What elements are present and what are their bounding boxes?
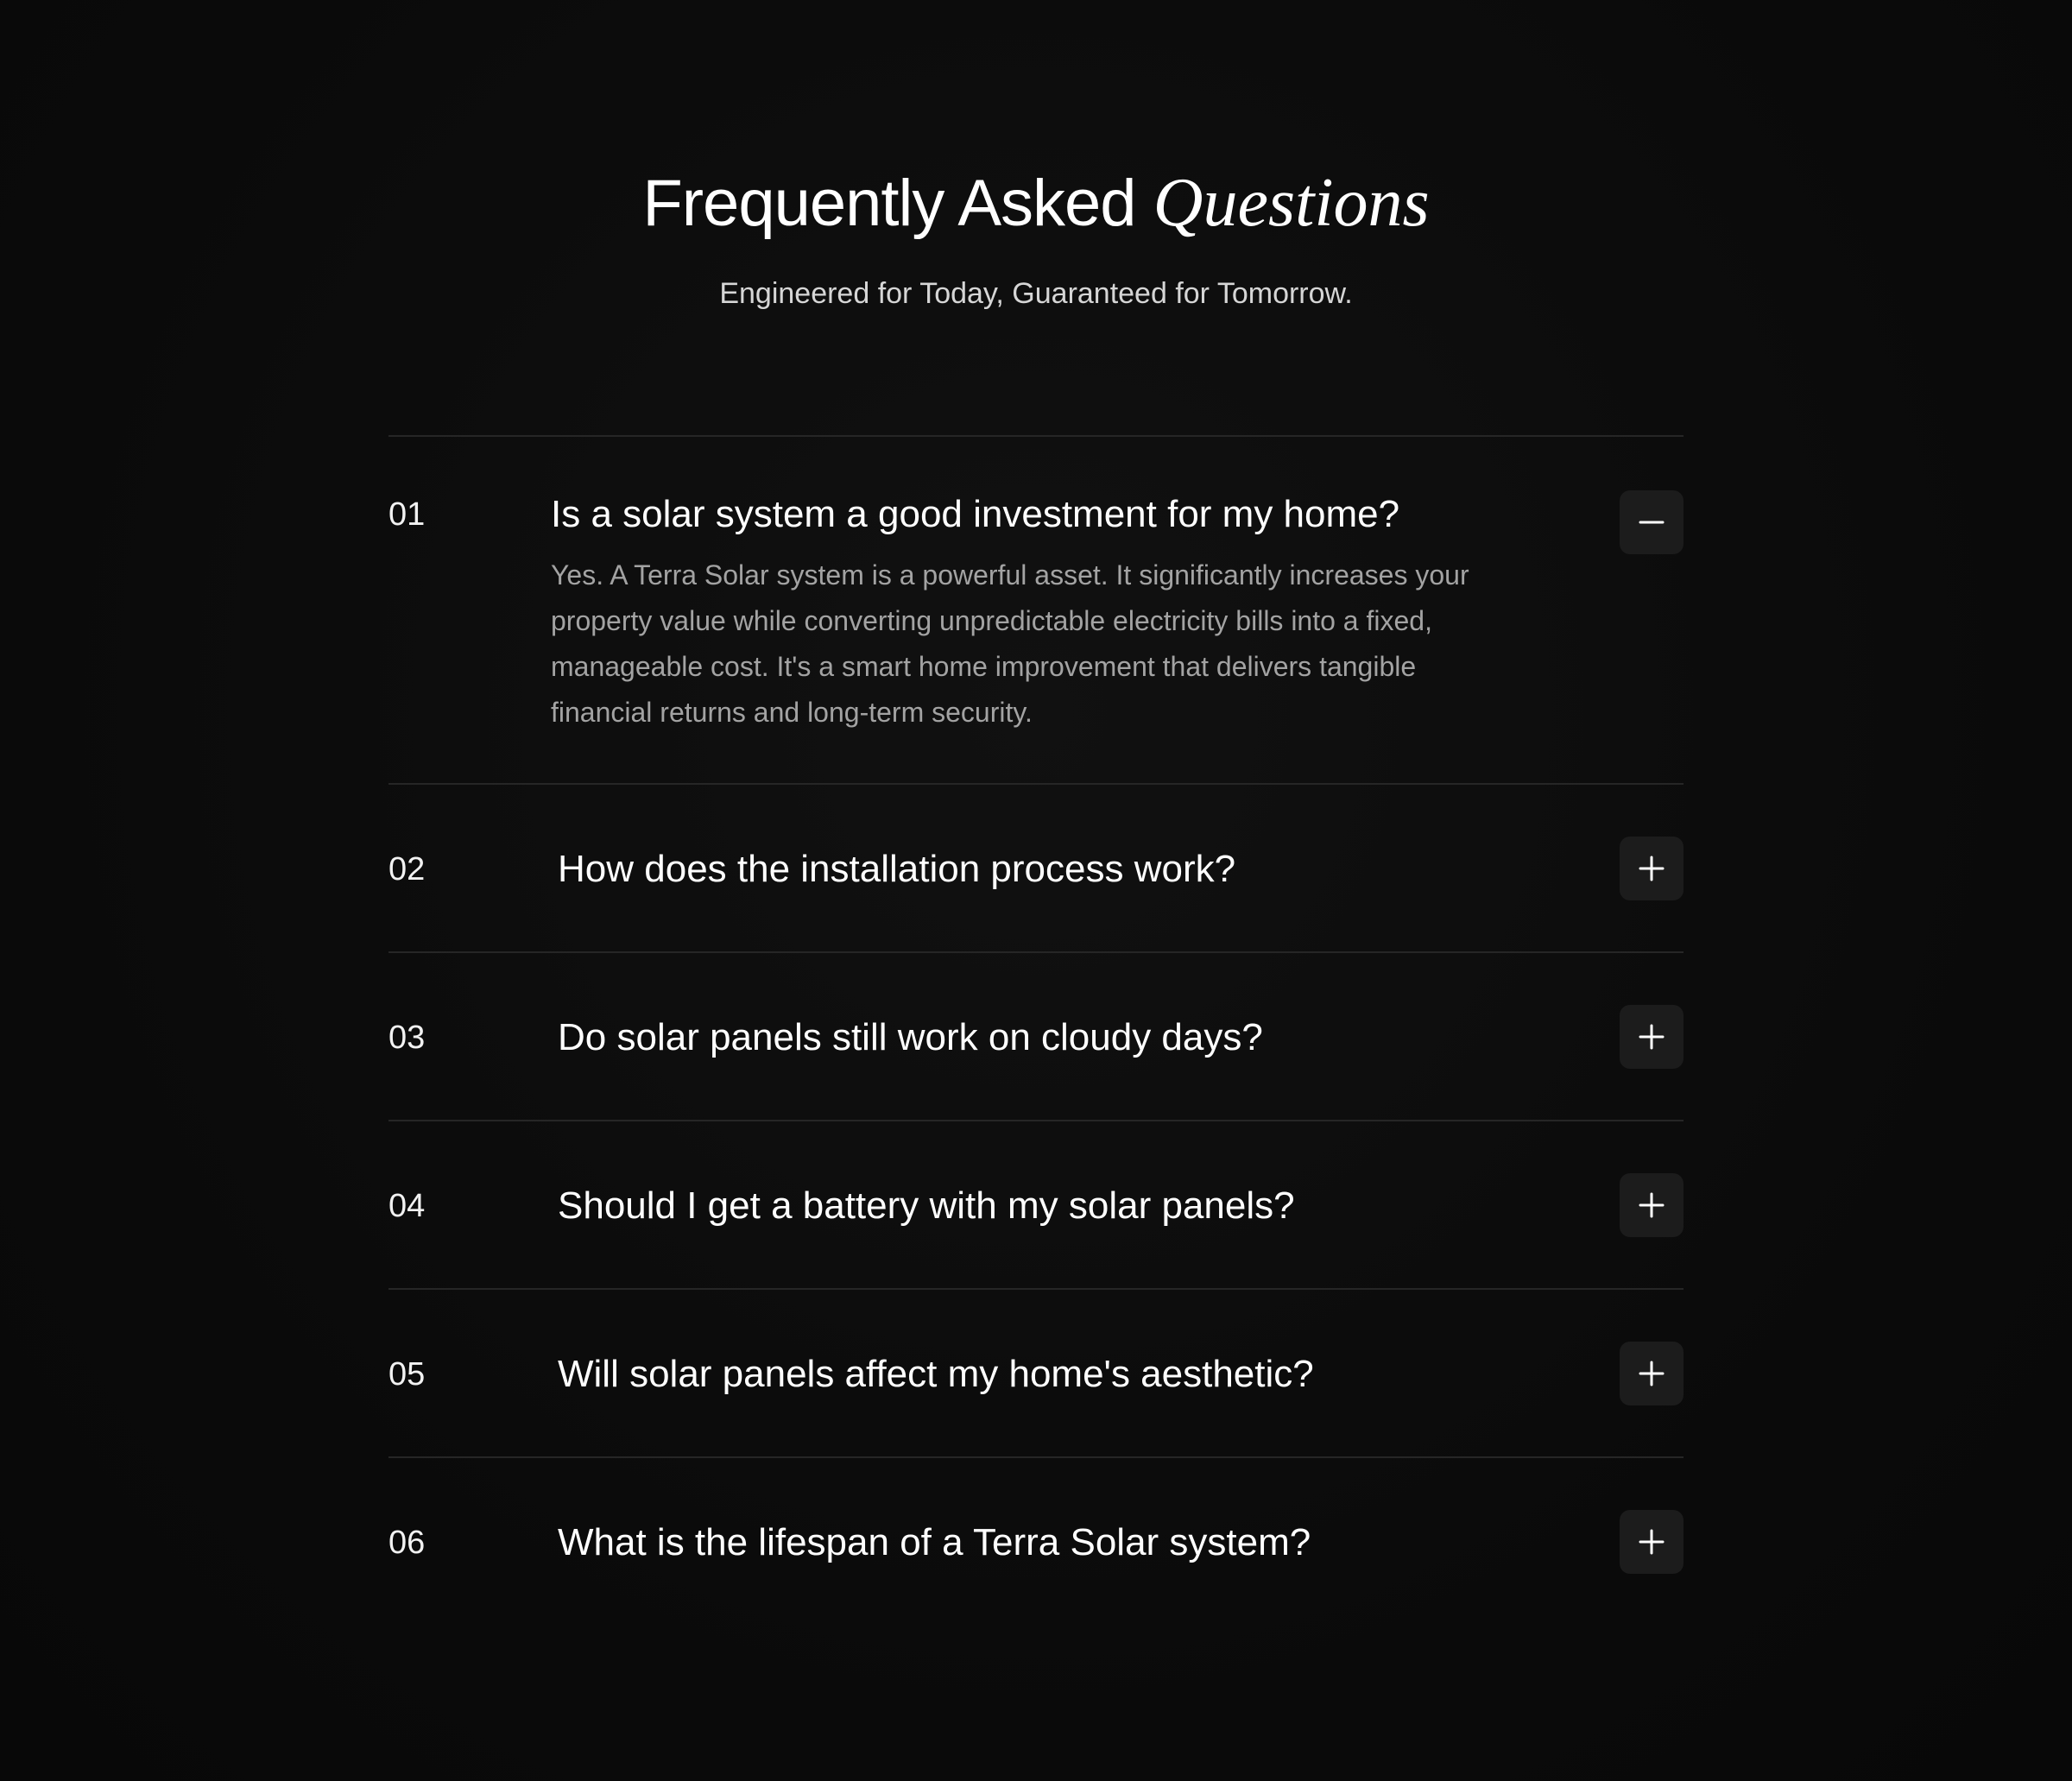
plus-icon [1637, 1022, 1666, 1052]
faq-question[interactable]: Will solar panels affect my home's aesthetic? [558, 1353, 1314, 1395]
expand-button[interactable] [1620, 837, 1684, 900]
plus-icon [1637, 854, 1666, 883]
faq-number: 02 [388, 851, 426, 887]
title-plain: Frequently Asked [642, 167, 1136, 240]
faq-number: 06 [388, 1525, 426, 1561]
faq-question[interactable]: Should I get a battery with my solar panels? [558, 1184, 1295, 1227]
faq-question[interactable]: What is the lifespan of a Terra Solar system? [558, 1521, 1311, 1563]
faq-number: 04 [388, 1188, 426, 1224]
page-subtitle: Engineered for Today, Guaranteed for Tomorrow. [719, 277, 1353, 310]
faq-question[interactable]: Is a solar system a good investment for my home? [551, 493, 1400, 535]
faq-item-1 [388, 437, 1684, 785]
expand-button[interactable] [1620, 1342, 1684, 1405]
faq-item-6 [388, 1458, 1684, 1626]
plus-icon [1637, 1190, 1666, 1220]
title-accent: Questions [1153, 165, 1430, 241]
faq-item-2 [388, 785, 1684, 953]
expand-button[interactable] [1620, 1173, 1684, 1237]
faq-list [388, 435, 1684, 1626]
plus-icon [1637, 1527, 1666, 1557]
faq-question[interactable]: Do solar panels still work on cloudy days? [558, 1016, 1263, 1058]
collapse-button[interactable] [1620, 490, 1684, 554]
plus-icon [1637, 1359, 1666, 1388]
faq-number: 03 [388, 1020, 426, 1056]
faq-answer: Yes. A Terra Solar system is a powerful asset. It significantly increases your property value while converting unpredictable electricity bills into a fixed, manageable cost. It's a smart home improvement that delivers tangible financial returns and long-term security. [551, 559, 1469, 728]
faq-header [0, 155, 2072, 312]
faq-question[interactable]: How does the installation process work? [558, 848, 1236, 890]
faq-number: 05 [388, 1356, 426, 1393]
faq-item-5 [388, 1290, 1684, 1458]
expand-button[interactable] [1620, 1510, 1684, 1574]
page-title [0, 155, 2072, 251]
expand-button[interactable] [1620, 1005, 1684, 1069]
minus-icon [1637, 508, 1666, 537]
faq-item-4 [388, 1121, 1684, 1290]
faq-item-3 [388, 953, 1684, 1121]
faq-number: 01 [388, 496, 426, 533]
